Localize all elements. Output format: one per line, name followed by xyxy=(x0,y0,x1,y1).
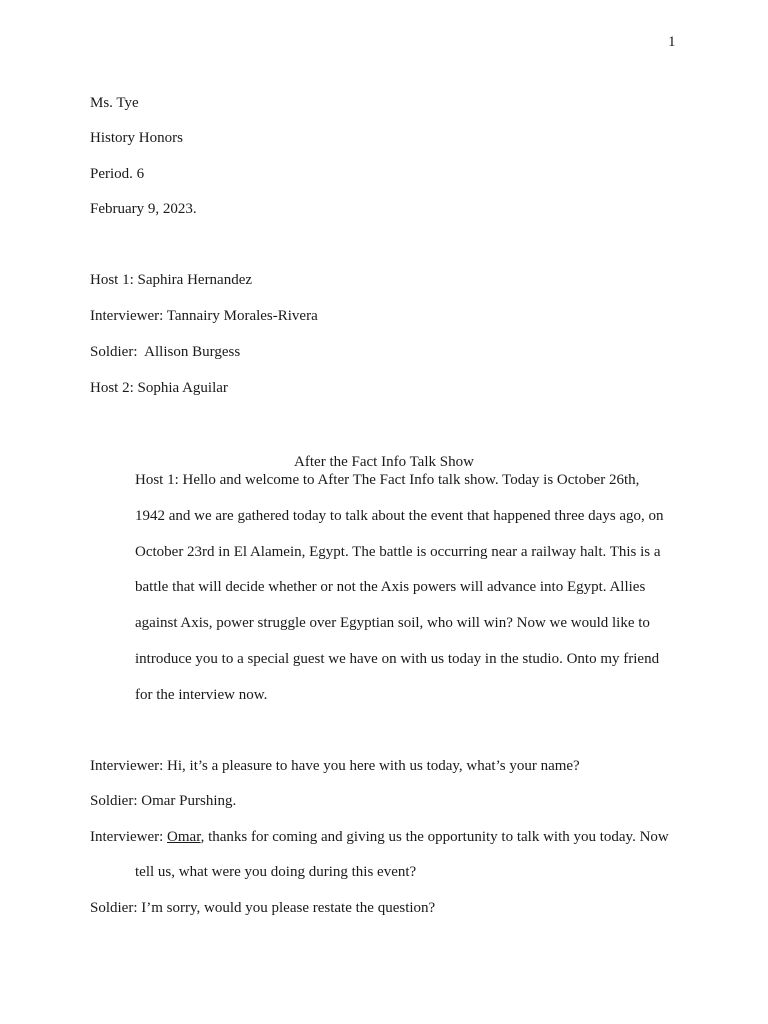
document-title: After the Fact Info Talk Show xyxy=(294,454,474,470)
course-name: History Honors xyxy=(90,130,183,146)
dialogue-continuation: tell us, what were you doing during this event? xyxy=(135,864,417,880)
dialogue-interviewer-1: Interviewer: Hi, it’s a pleasure to have you here with us today, what’s your name? xyxy=(90,758,580,774)
role-host1: Host 1: Saphira Hernandez xyxy=(90,272,253,288)
dialogue-soldier-2: Soldier: I’m sorry, would you please restate the question? xyxy=(90,900,436,916)
underlined-name: Omar xyxy=(167,829,201,845)
teacher-name: Ms. Tye xyxy=(90,95,139,111)
paragraph-line: for the interview now. xyxy=(135,687,268,703)
dialogue-interviewer-2 xyxy=(90,827,669,847)
paragraph-line: 1942 and we are gathered today to talk about the event that happened three days ago, on xyxy=(135,508,664,524)
role-soldier: Soldier: Allison Burgess xyxy=(90,344,241,360)
document-date: February 9, 2023. xyxy=(90,201,197,217)
class-period: Period. 6 xyxy=(90,166,145,182)
paragraph-line: battle that will decide whether or not the Axis powers will advance into Egypt. Allies xyxy=(135,579,646,595)
dialogue-soldier-1: Soldier: Omar Purshing. xyxy=(90,793,237,809)
speaker-label: Interviewer: xyxy=(90,829,168,845)
role-interviewer: Interviewer: Tannairy Morales-Rivera xyxy=(90,308,318,324)
page-number: 1 xyxy=(668,34,676,50)
paragraph-line: against Axis, power struggle over Egyptian soil, who will win? Now we would like to xyxy=(135,615,650,631)
paragraph-line: Host 1: Hello and welcome to After The Fact Info talk show. Today is October 26th, xyxy=(135,472,640,488)
paragraph-line: October 23rd in El Alamein, Egypt. The battle is occurring near a railway halt. This is a xyxy=(135,544,661,560)
dialogue-text: , thanks for coming and giving us the opportunity to talk with you today. Now xyxy=(200,829,669,845)
paragraph-line: introduce you to a special guest we have on with us today in the studio. Onto my friend xyxy=(135,651,660,667)
role-host2: Host 2: Sophia Aguilar xyxy=(90,380,228,396)
